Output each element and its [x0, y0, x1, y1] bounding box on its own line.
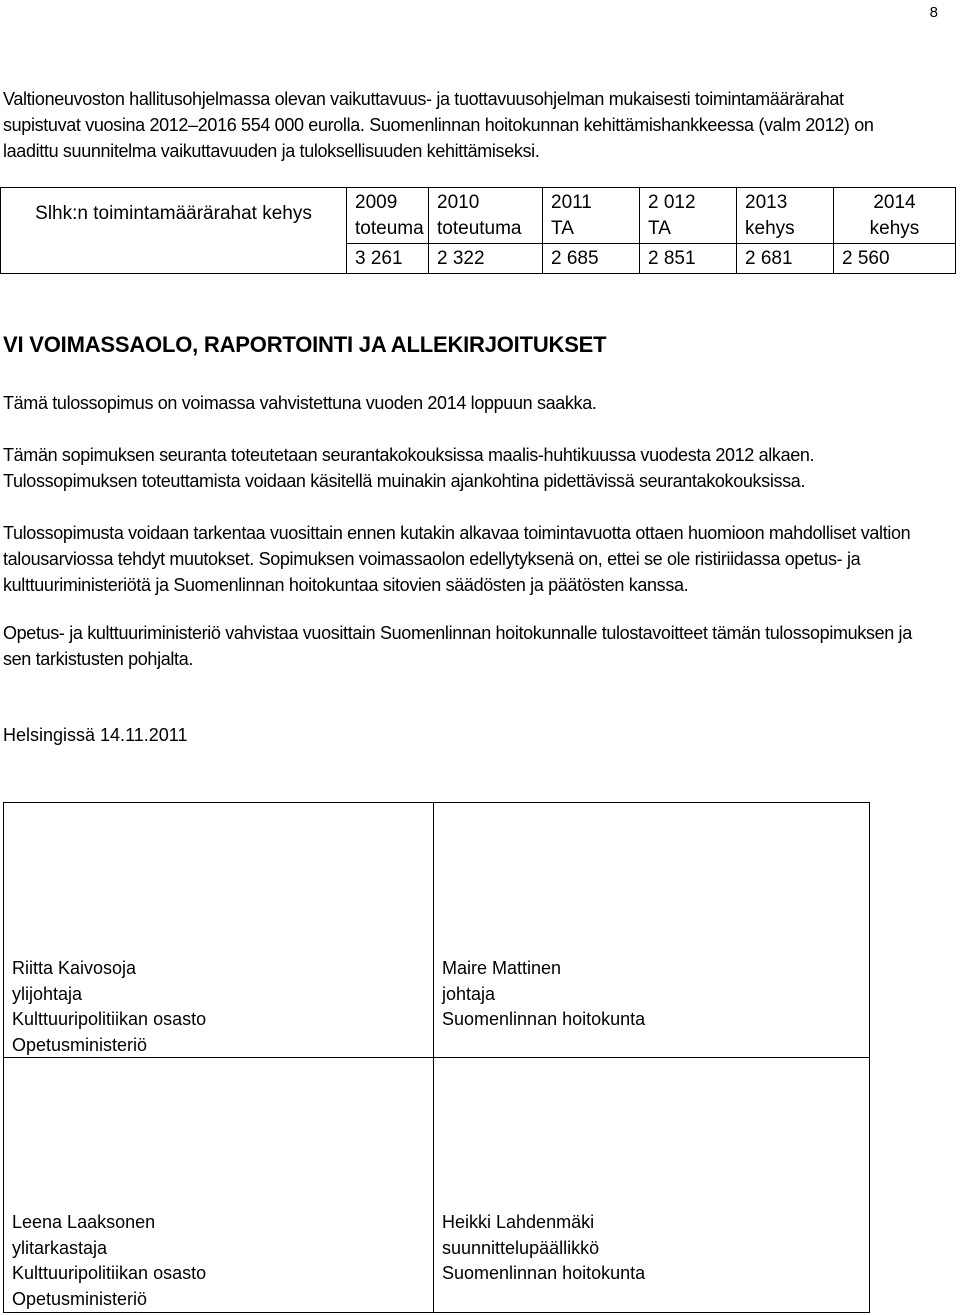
- signatory-block: [442, 1210, 645, 1287]
- column-header-2011: 2011 TA: [543, 188, 640, 244]
- text-line: supistuvat vuosina 2012–2016 554 000 eurolla. Suomenlinnan hoitokunnan kehittämishankkeessa (valm 2012) on: [3, 115, 874, 135]
- budget-value: 2 685: [543, 244, 640, 274]
- column-header-2013: 2013 kehys: [737, 188, 834, 244]
- signatory-name: Leena Laaksonen: [12, 1212, 156, 1232]
- signature-cell: [4, 1058, 434, 1313]
- signatory-title: johtaja: [442, 983, 496, 1004]
- signatory-block: [442, 956, 645, 1033]
- text-line: sen tarkistusten pohjalta.: [3, 649, 194, 669]
- text-line: Opetus- ja kulttuuriministeriö vahvistaa vuosittain Suomenlinnan hoitokunnalle tulostavoitteet tämän tulossopimuksen ja: [3, 623, 912, 643]
- adjustment-paragraph: [3, 520, 955, 598]
- validity-paragraph: Tämä tulossopimus on voimassa vahvistettuna vuoden 2014 loppuun saakka.: [3, 393, 597, 413]
- signatory-title: ylitarkastaja: [12, 1237, 108, 1258]
- signatory-organization: Opetusministeriö: [12, 1034, 148, 1055]
- signatory-block: [12, 956, 206, 1058]
- budget-value: 2 851: [640, 244, 737, 274]
- text-line: Tulossopimusta voidaan tarkentaa vuosittain ennen kutakin alkavaa toimintavuotta ottaen huomioon mahdolliset valtion: [3, 523, 911, 543]
- signature-cell: [434, 803, 870, 1058]
- budget-value: 2 322: [429, 244, 543, 274]
- text-line: Tulossopimuksen toteuttamista voidaan käsitellä muinakin ajankohtina pidettävissä seurantakokouksissa.: [3, 471, 806, 491]
- budget-header-row: [1, 188, 956, 244]
- signature-cell: [434, 1058, 870, 1313]
- page-number: 8: [929, 4, 938, 21]
- signatory-title: suunnittelupäällikkö: [442, 1237, 600, 1258]
- budget-table: [0, 187, 956, 274]
- signatory-block: [12, 1210, 206, 1312]
- place-date: Helsingissä 14.11.2011: [3, 725, 188, 745]
- section-heading: VI VOIMASSAOLO, RAPORTOINTI JA ALLEKIRJOITUKSET: [3, 332, 607, 357]
- text-line: kulttuuriministeriötä ja Suomenlinnan hoitokuntaa sitovien säädösten ja päätösten kanssa.: [3, 575, 689, 595]
- budget-row-label: Slhk:n toimintamäärärahat kehys: [1, 188, 347, 274]
- confirmation-paragraph: [3, 620, 955, 672]
- monitoring-paragraph: [3, 442, 955, 494]
- column-header-2014: 2014 kehys: [834, 188, 956, 244]
- text-line: talousarviossa tehdyt muutokset. Sopimuksen voimassaolon edellytyksenä on, ettei se ole ristiriidassa opetus- ja: [3, 549, 861, 569]
- budget-value: 3 261: [347, 244, 429, 274]
- signature-table: [3, 802, 870, 1313]
- signatory-department: Suomenlinnan hoitokunta: [442, 1263, 646, 1284]
- signatory-name: Riitta Kaivosoja: [12, 958, 137, 978]
- text-line: Valtioneuvoston hallitusohjelmassa olevan vaikuttavuus- ja tuottavuusohjelman mukaisesti toimintamäärärahat: [3, 89, 844, 109]
- column-header-2012: 2 012 TA: [640, 188, 737, 244]
- signatory-department: Suomenlinnan hoitokunta: [442, 1009, 646, 1030]
- column-header-2010: 2010 toteutuma: [429, 188, 543, 244]
- signatory-organization: Opetusministeriö: [12, 1288, 148, 1309]
- budget-value: 2 681: [737, 244, 834, 274]
- text-line: Tämän sopimuksen seuranta toteutetaan seurantakokouksissa maalis-huhtikuussa vuodesta 2012 alkaen.: [3, 445, 815, 465]
- signatory-title: ylijohtaja: [12, 983, 83, 1004]
- signatory-department: Kulttuuripolitiikan osasto: [12, 1009, 207, 1030]
- signatory-name: Heikki Lahdenmäki: [442, 1212, 595, 1232]
- text-line: laadittu suunnitelma vaikuttavuuden ja tuloksellisuuden kehittämiseksi.: [3, 141, 540, 161]
- intro-paragraph: [3, 86, 955, 164]
- signature-cell: [4, 803, 434, 1058]
- signatory-name: Maire Mattinen: [442, 958, 562, 978]
- budget-value: 2 560: [834, 244, 956, 274]
- column-header-2009: 2009 toteuma: [347, 188, 429, 244]
- signatory-department: Kulttuuripolitiikan osasto: [12, 1263, 207, 1284]
